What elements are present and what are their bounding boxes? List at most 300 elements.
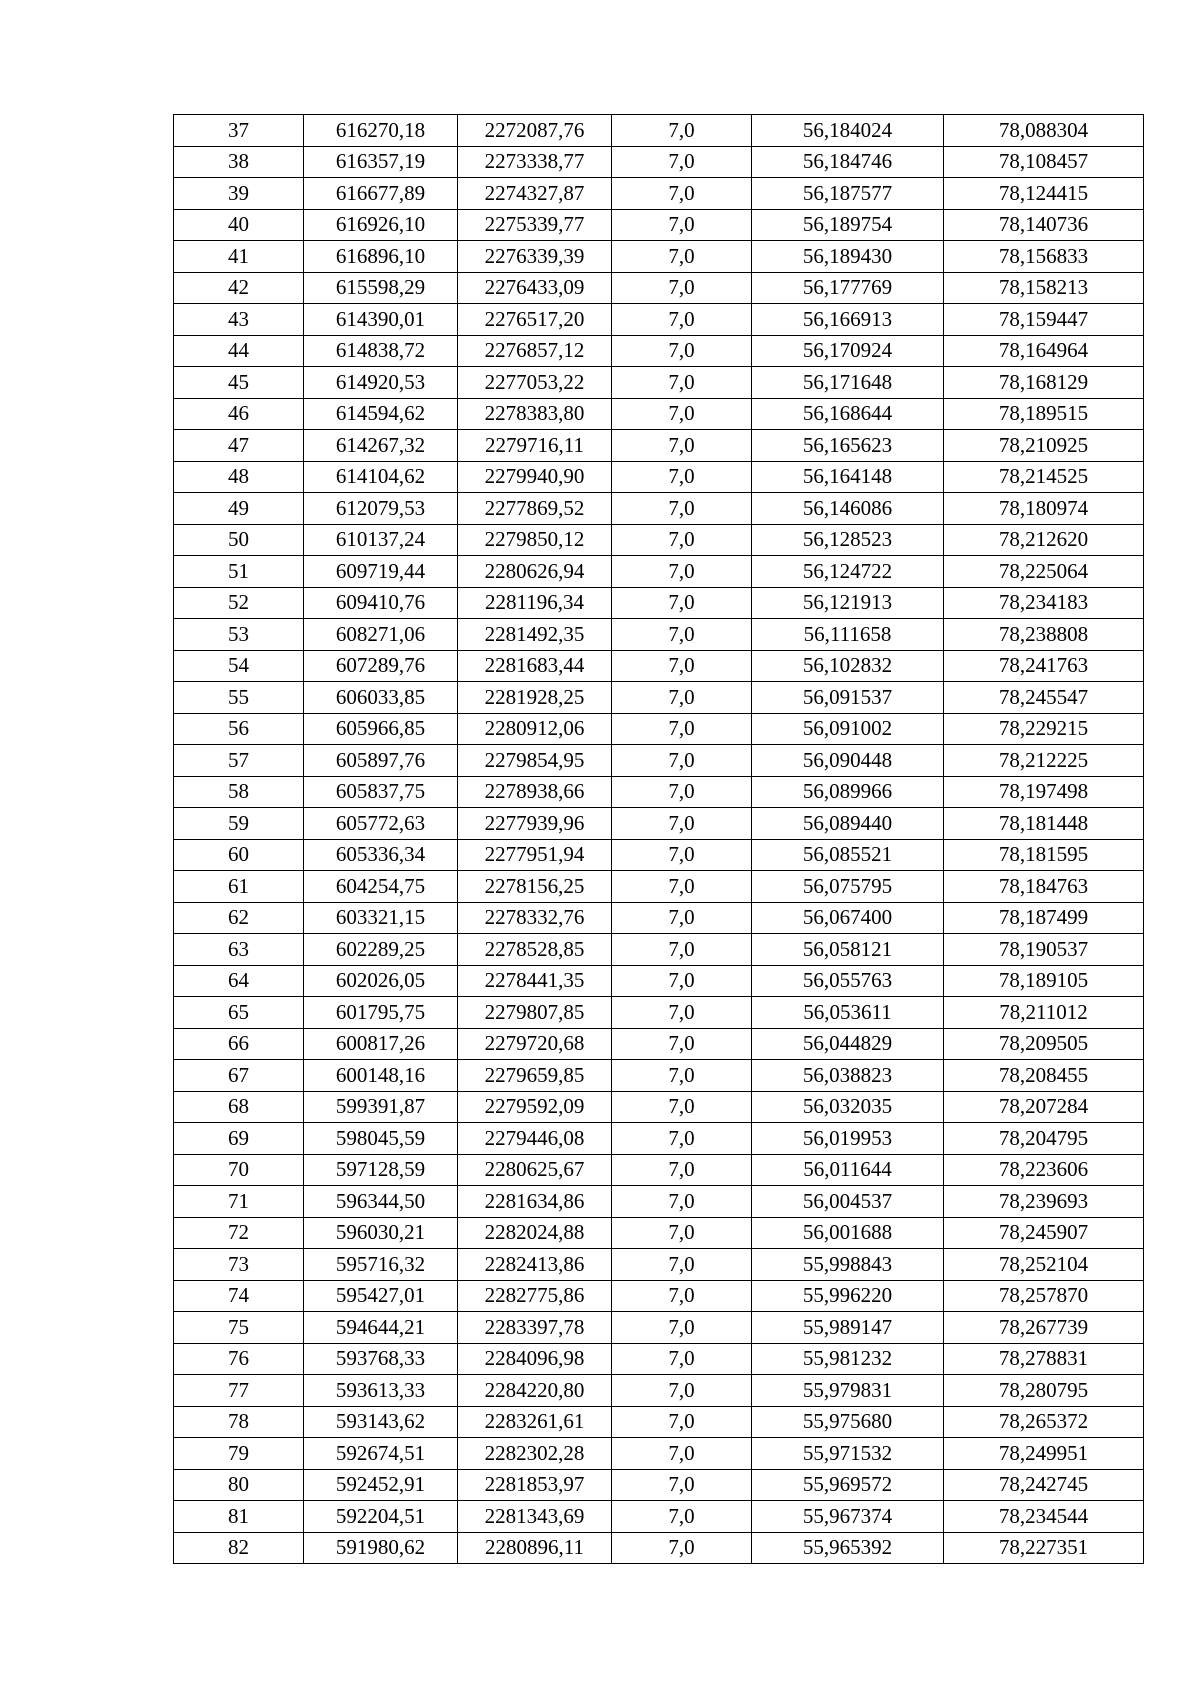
point-number-cell: 79 <box>174 1438 304 1470</box>
y-coordinate-cell: 2278441,35 <box>458 965 612 997</box>
point-number-cell: 76 <box>174 1343 304 1375</box>
longitude-cell: 78,227351 <box>944 1532 1144 1564</box>
y-coordinate-cell: 2278528,85 <box>458 934 612 966</box>
table-row <box>174 1280 1144 1312</box>
point-number-cell: 73 <box>174 1249 304 1281</box>
x-coordinate-cell: 604254,75 <box>304 871 458 903</box>
latitude-cell: 56,146086 <box>752 493 944 525</box>
y-coordinate-cell: 2278383,80 <box>458 398 612 430</box>
table-row <box>174 934 1144 966</box>
longitude-cell: 78,245907 <box>944 1217 1144 1249</box>
point-number-cell: 37 <box>174 115 304 147</box>
longitude-cell: 78,187499 <box>944 902 1144 934</box>
x-coordinate-cell: 614104,62 <box>304 461 458 493</box>
value-cell: 7,0 <box>612 965 752 997</box>
x-coordinate-cell: 601795,75 <box>304 997 458 1029</box>
y-coordinate-cell: 2284220,80 <box>458 1375 612 1407</box>
latitude-cell: 56,164148 <box>752 461 944 493</box>
longitude-cell: 78,181595 <box>944 839 1144 871</box>
y-coordinate-cell: 2281928,25 <box>458 682 612 714</box>
table-row <box>174 902 1144 934</box>
value-cell: 7,0 <box>612 304 752 336</box>
point-number-cell: 75 <box>174 1312 304 1344</box>
value-cell: 7,0 <box>612 839 752 871</box>
value-cell: 7,0 <box>612 115 752 147</box>
value-cell: 7,0 <box>612 1091 752 1123</box>
y-coordinate-cell: 2281683,44 <box>458 650 612 682</box>
longitude-cell: 78,278831 <box>944 1343 1144 1375</box>
x-coordinate-cell: 614267,32 <box>304 430 458 462</box>
value-cell: 7,0 <box>612 1375 752 1407</box>
table-row <box>174 776 1144 808</box>
point-number-cell: 72 <box>174 1217 304 1249</box>
x-coordinate-cell: 614390,01 <box>304 304 458 336</box>
table-row <box>174 745 1144 777</box>
latitude-cell: 56,187577 <box>752 178 944 210</box>
y-coordinate-cell: 2279854,95 <box>458 745 612 777</box>
table-row <box>174 682 1144 714</box>
point-number-cell: 78 <box>174 1406 304 1438</box>
point-number-cell: 70 <box>174 1154 304 1186</box>
table-row <box>174 524 1144 556</box>
latitude-cell: 56,184024 <box>752 115 944 147</box>
table-row <box>174 965 1144 997</box>
longitude-cell: 78,207284 <box>944 1091 1144 1123</box>
value-cell: 7,0 <box>612 1154 752 1186</box>
x-coordinate-cell: 605336,34 <box>304 839 458 871</box>
longitude-cell: 78,239693 <box>944 1186 1144 1218</box>
y-coordinate-cell: 2279659,85 <box>458 1060 612 1092</box>
table-row <box>174 808 1144 840</box>
table-row <box>174 430 1144 462</box>
table-row <box>174 1406 1144 1438</box>
point-number-cell: 41 <box>174 241 304 273</box>
value-cell: 7,0 <box>612 1532 752 1564</box>
point-number-cell: 77 <box>174 1375 304 1407</box>
latitude-cell: 56,189430 <box>752 241 944 273</box>
latitude-cell: 56,044829 <box>752 1028 944 1060</box>
table-row <box>174 1249 1144 1281</box>
value-cell: 7,0 <box>612 1501 752 1533</box>
x-coordinate-cell: 612079,53 <box>304 493 458 525</box>
x-coordinate-cell: 602289,25 <box>304 934 458 966</box>
point-number-cell: 63 <box>174 934 304 966</box>
point-number-cell: 47 <box>174 430 304 462</box>
y-coordinate-cell: 2280896,11 <box>458 1532 612 1564</box>
x-coordinate-cell: 597128,59 <box>304 1154 458 1186</box>
table-row <box>174 367 1144 399</box>
x-coordinate-cell: 593143,62 <box>304 1406 458 1438</box>
longitude-cell: 78,223606 <box>944 1154 1144 1186</box>
longitude-cell: 78,241763 <box>944 650 1144 682</box>
x-coordinate-cell: 615598,29 <box>304 272 458 304</box>
x-coordinate-cell: 605837,75 <box>304 776 458 808</box>
y-coordinate-cell: 2277939,96 <box>458 808 612 840</box>
y-coordinate-cell: 2283261,61 <box>458 1406 612 1438</box>
point-number-cell: 59 <box>174 808 304 840</box>
latitude-cell: 56,004537 <box>752 1186 944 1218</box>
x-coordinate-cell: 607289,76 <box>304 650 458 682</box>
value-cell: 7,0 <box>612 587 752 619</box>
x-coordinate-cell: 596344,50 <box>304 1186 458 1218</box>
longitude-cell: 78,252104 <box>944 1249 1144 1281</box>
table-row <box>174 1091 1144 1123</box>
longitude-cell: 78,181448 <box>944 808 1144 840</box>
longitude-cell: 78,168129 <box>944 367 1144 399</box>
latitude-cell: 56,011644 <box>752 1154 944 1186</box>
longitude-cell: 78,197498 <box>944 776 1144 808</box>
table-row <box>174 178 1144 210</box>
table-row <box>174 1312 1144 1344</box>
x-coordinate-cell: 610137,24 <box>304 524 458 556</box>
x-coordinate-cell: 616357,19 <box>304 146 458 178</box>
longitude-cell: 78,140736 <box>944 209 1144 241</box>
latitude-cell: 56,121913 <box>752 587 944 619</box>
x-coordinate-cell: 605772,63 <box>304 808 458 840</box>
point-number-cell: 69 <box>174 1123 304 1155</box>
latitude-cell: 56,184746 <box>752 146 944 178</box>
latitude-cell: 56,189754 <box>752 209 944 241</box>
latitude-cell: 56,177769 <box>752 272 944 304</box>
longitude-cell: 78,159447 <box>944 304 1144 336</box>
point-number-cell: 82 <box>174 1532 304 1564</box>
point-number-cell: 61 <box>174 871 304 903</box>
x-coordinate-cell: 593613,33 <box>304 1375 458 1407</box>
table-row <box>174 871 1144 903</box>
y-coordinate-cell: 2281492,35 <box>458 619 612 651</box>
table-row <box>174 272 1144 304</box>
value-cell: 7,0 <box>612 241 752 273</box>
latitude-cell: 56,032035 <box>752 1091 944 1123</box>
latitude-cell: 56,168644 <box>752 398 944 430</box>
value-cell: 7,0 <box>612 902 752 934</box>
longitude-cell: 78,245547 <box>944 682 1144 714</box>
point-number-cell: 64 <box>174 965 304 997</box>
y-coordinate-cell: 2278938,66 <box>458 776 612 808</box>
longitude-cell: 78,180974 <box>944 493 1144 525</box>
longitude-cell: 78,108457 <box>944 146 1144 178</box>
table-row <box>174 304 1144 336</box>
y-coordinate-cell: 2280625,67 <box>458 1154 612 1186</box>
x-coordinate-cell: 592204,51 <box>304 1501 458 1533</box>
point-number-cell: 39 <box>174 178 304 210</box>
latitude-cell: 55,989147 <box>752 1312 944 1344</box>
table-row <box>174 587 1144 619</box>
x-coordinate-cell: 609719,44 <box>304 556 458 588</box>
table-row <box>174 398 1144 430</box>
point-number-cell: 74 <box>174 1280 304 1312</box>
y-coordinate-cell: 2276517,20 <box>458 304 612 336</box>
y-coordinate-cell: 2277869,52 <box>458 493 612 525</box>
longitude-cell: 78,234183 <box>944 587 1144 619</box>
latitude-cell: 56,089966 <box>752 776 944 808</box>
value-cell: 7,0 <box>612 1060 752 1092</box>
x-coordinate-cell: 616896,10 <box>304 241 458 273</box>
latitude-cell: 56,111658 <box>752 619 944 651</box>
point-number-cell: 57 <box>174 745 304 777</box>
value-cell: 7,0 <box>612 209 752 241</box>
latitude-cell: 55,996220 <box>752 1280 944 1312</box>
longitude-cell: 78,209505 <box>944 1028 1144 1060</box>
value-cell: 7,0 <box>612 146 752 178</box>
point-number-cell: 50 <box>174 524 304 556</box>
point-number-cell: 67 <box>174 1060 304 1092</box>
longitude-cell: 78,214525 <box>944 461 1144 493</box>
longitude-cell: 78,210925 <box>944 430 1144 462</box>
x-coordinate-cell: 602026,05 <box>304 965 458 997</box>
value-cell: 7,0 <box>612 1343 752 1375</box>
y-coordinate-cell: 2281196,34 <box>458 587 612 619</box>
x-coordinate-cell: 603321,15 <box>304 902 458 934</box>
table-row <box>174 1375 1144 1407</box>
value-cell: 7,0 <box>612 1249 752 1281</box>
value-cell: 7,0 <box>612 650 752 682</box>
x-coordinate-cell: 600817,26 <box>304 1028 458 1060</box>
longitude-cell: 78,238808 <box>944 619 1144 651</box>
point-number-cell: 42 <box>174 272 304 304</box>
latitude-cell: 56,171648 <box>752 367 944 399</box>
value-cell: 7,0 <box>612 367 752 399</box>
point-number-cell: 80 <box>174 1469 304 1501</box>
table-row <box>174 241 1144 273</box>
y-coordinate-cell: 2276339,39 <box>458 241 612 273</box>
y-coordinate-cell: 2282302,28 <box>458 1438 612 1470</box>
x-coordinate-cell: 592452,91 <box>304 1469 458 1501</box>
value-cell: 7,0 <box>612 272 752 304</box>
y-coordinate-cell: 2280912,06 <box>458 713 612 745</box>
point-number-cell: 58 <box>174 776 304 808</box>
x-coordinate-cell: 600148,16 <box>304 1060 458 1092</box>
latitude-cell: 56,090448 <box>752 745 944 777</box>
x-coordinate-cell: 605966,85 <box>304 713 458 745</box>
y-coordinate-cell: 2272087,76 <box>458 115 612 147</box>
y-coordinate-cell: 2281853,97 <box>458 1469 612 1501</box>
point-number-cell: 38 <box>174 146 304 178</box>
point-number-cell: 52 <box>174 587 304 619</box>
value-cell: 7,0 <box>612 682 752 714</box>
value-cell: 7,0 <box>612 776 752 808</box>
value-cell: 7,0 <box>612 493 752 525</box>
table-row <box>174 1469 1144 1501</box>
x-coordinate-cell: 592674,51 <box>304 1438 458 1470</box>
latitude-cell: 55,998843 <box>752 1249 944 1281</box>
y-coordinate-cell: 2277951,94 <box>458 839 612 871</box>
y-coordinate-cell: 2284096,98 <box>458 1343 612 1375</box>
latitude-cell: 55,971532 <box>752 1438 944 1470</box>
y-coordinate-cell: 2277053,22 <box>458 367 612 399</box>
x-coordinate-cell: 616677,89 <box>304 178 458 210</box>
value-cell: 7,0 <box>612 1312 752 1344</box>
y-coordinate-cell: 2276857,12 <box>458 335 612 367</box>
table-row <box>174 1060 1144 1092</box>
y-coordinate-cell: 2281343,69 <box>458 1501 612 1533</box>
value-cell: 7,0 <box>612 1469 752 1501</box>
x-coordinate-cell: 594644,21 <box>304 1312 458 1344</box>
table-row <box>174 1532 1144 1564</box>
latitude-cell: 56,091002 <box>752 713 944 745</box>
table-row <box>174 1028 1144 1060</box>
longitude-cell: 78,088304 <box>944 115 1144 147</box>
y-coordinate-cell: 2279592,09 <box>458 1091 612 1123</box>
y-coordinate-cell: 2283397,78 <box>458 1312 612 1344</box>
table-row <box>174 650 1144 682</box>
point-number-cell: 65 <box>174 997 304 1029</box>
value-cell: 7,0 <box>612 934 752 966</box>
y-coordinate-cell: 2274327,87 <box>458 178 612 210</box>
x-coordinate-cell: 616926,10 <box>304 209 458 241</box>
y-coordinate-cell: 2275339,77 <box>458 209 612 241</box>
longitude-cell: 78,229215 <box>944 713 1144 745</box>
coordinates-table-body <box>174 115 1144 1564</box>
x-coordinate-cell: 609410,76 <box>304 587 458 619</box>
y-coordinate-cell: 2279850,12 <box>458 524 612 556</box>
x-coordinate-cell: 616270,18 <box>304 115 458 147</box>
x-coordinate-cell: 595716,32 <box>304 1249 458 1281</box>
table-row <box>174 146 1144 178</box>
longitude-cell: 78,208455 <box>944 1060 1144 1092</box>
table-row <box>174 619 1144 651</box>
point-number-cell: 51 <box>174 556 304 588</box>
latitude-cell: 56,067400 <box>752 902 944 934</box>
point-number-cell: 56 <box>174 713 304 745</box>
value-cell: 7,0 <box>612 1217 752 1249</box>
latitude-cell: 55,967374 <box>752 1501 944 1533</box>
x-coordinate-cell: 606033,85 <box>304 682 458 714</box>
x-coordinate-cell: 598045,59 <box>304 1123 458 1155</box>
value-cell: 7,0 <box>612 1123 752 1155</box>
point-number-cell: 62 <box>174 902 304 934</box>
table-row <box>174 556 1144 588</box>
y-coordinate-cell: 2276433,09 <box>458 272 612 304</box>
latitude-cell: 56,055763 <box>752 965 944 997</box>
table-row <box>174 115 1144 147</box>
longitude-cell: 78,267739 <box>944 1312 1144 1344</box>
longitude-cell: 78,189105 <box>944 965 1144 997</box>
x-coordinate-cell: 614594,62 <box>304 398 458 430</box>
y-coordinate-cell: 2278156,25 <box>458 871 612 903</box>
latitude-cell: 56,165623 <box>752 430 944 462</box>
x-coordinate-cell: 608271,06 <box>304 619 458 651</box>
table-row <box>174 1438 1144 1470</box>
x-coordinate-cell: 599391,87 <box>304 1091 458 1123</box>
latitude-cell: 55,979831 <box>752 1375 944 1407</box>
longitude-cell: 78,190537 <box>944 934 1144 966</box>
longitude-cell: 78,158213 <box>944 272 1144 304</box>
x-coordinate-cell: 591980,62 <box>304 1532 458 1564</box>
x-coordinate-cell: 614838,72 <box>304 335 458 367</box>
latitude-cell: 56,124722 <box>752 556 944 588</box>
point-number-cell: 71 <box>174 1186 304 1218</box>
table-row <box>174 997 1144 1029</box>
x-coordinate-cell: 605897,76 <box>304 745 458 777</box>
latitude-cell: 56,053611 <box>752 997 944 1029</box>
value-cell: 7,0 <box>612 430 752 462</box>
x-coordinate-cell: 595427,01 <box>304 1280 458 1312</box>
y-coordinate-cell: 2280626,94 <box>458 556 612 588</box>
latitude-cell: 56,019953 <box>752 1123 944 1155</box>
y-coordinate-cell: 2282024,88 <box>458 1217 612 1249</box>
latitude-cell: 56,166913 <box>752 304 944 336</box>
latitude-cell: 56,089440 <box>752 808 944 840</box>
x-coordinate-cell: 593768,33 <box>304 1343 458 1375</box>
point-number-cell: 43 <box>174 304 304 336</box>
value-cell: 7,0 <box>612 871 752 903</box>
y-coordinate-cell: 2279940,90 <box>458 461 612 493</box>
y-coordinate-cell: 2279807,85 <box>458 997 612 1029</box>
value-cell: 7,0 <box>612 524 752 556</box>
longitude-cell: 78,242745 <box>944 1469 1144 1501</box>
value-cell: 7,0 <box>612 1406 752 1438</box>
y-coordinate-cell: 2282775,86 <box>458 1280 612 1312</box>
latitude-cell: 55,975680 <box>752 1406 944 1438</box>
latitude-cell: 56,170924 <box>752 335 944 367</box>
y-coordinate-cell: 2279720,68 <box>458 1028 612 1060</box>
longitude-cell: 78,225064 <box>944 556 1144 588</box>
latitude-cell: 55,981232 <box>752 1343 944 1375</box>
value-cell: 7,0 <box>612 335 752 367</box>
x-coordinate-cell: 614920,53 <box>304 367 458 399</box>
table-row <box>174 493 1144 525</box>
value-cell: 7,0 <box>612 556 752 588</box>
table-row <box>174 461 1144 493</box>
point-number-cell: 68 <box>174 1091 304 1123</box>
value-cell: 7,0 <box>612 461 752 493</box>
point-number-cell: 66 <box>174 1028 304 1060</box>
longitude-cell: 78,249951 <box>944 1438 1144 1470</box>
value-cell: 7,0 <box>612 1028 752 1060</box>
y-coordinate-cell: 2281634,86 <box>458 1186 612 1218</box>
y-coordinate-cell: 2282413,86 <box>458 1249 612 1281</box>
table-row <box>174 713 1144 745</box>
point-number-cell: 49 <box>174 493 304 525</box>
latitude-cell: 56,128523 <box>752 524 944 556</box>
latitude-cell: 55,969572 <box>752 1469 944 1501</box>
table-row <box>174 1217 1144 1249</box>
point-number-cell: 60 <box>174 839 304 871</box>
table-row <box>174 1343 1144 1375</box>
table-row <box>174 839 1144 871</box>
value-cell: 7,0 <box>612 619 752 651</box>
point-number-cell: 45 <box>174 367 304 399</box>
value-cell: 7,0 <box>612 808 752 840</box>
value-cell: 7,0 <box>612 997 752 1029</box>
longitude-cell: 78,124415 <box>944 178 1144 210</box>
longitude-cell: 78,184763 <box>944 871 1144 903</box>
value-cell: 7,0 <box>612 1280 752 1312</box>
latitude-cell: 56,091537 <box>752 682 944 714</box>
point-number-cell: 55 <box>174 682 304 714</box>
y-coordinate-cell: 2273338,77 <box>458 146 612 178</box>
value-cell: 7,0 <box>612 178 752 210</box>
value-cell: 7,0 <box>612 1186 752 1218</box>
point-number-cell: 48 <box>174 461 304 493</box>
table-row <box>174 1154 1144 1186</box>
longitude-cell: 78,189515 <box>944 398 1144 430</box>
point-number-cell: 40 <box>174 209 304 241</box>
latitude-cell: 56,058121 <box>752 934 944 966</box>
longitude-cell: 78,211012 <box>944 997 1144 1029</box>
value-cell: 7,0 <box>612 1438 752 1470</box>
longitude-cell: 78,204795 <box>944 1123 1144 1155</box>
longitude-cell: 78,280795 <box>944 1375 1144 1407</box>
table-row <box>174 335 1144 367</box>
table-row <box>174 1501 1144 1533</box>
longitude-cell: 78,212620 <box>944 524 1144 556</box>
longitude-cell: 78,164964 <box>944 335 1144 367</box>
latitude-cell: 56,102832 <box>752 650 944 682</box>
point-number-cell: 46 <box>174 398 304 430</box>
point-number-cell: 81 <box>174 1501 304 1533</box>
